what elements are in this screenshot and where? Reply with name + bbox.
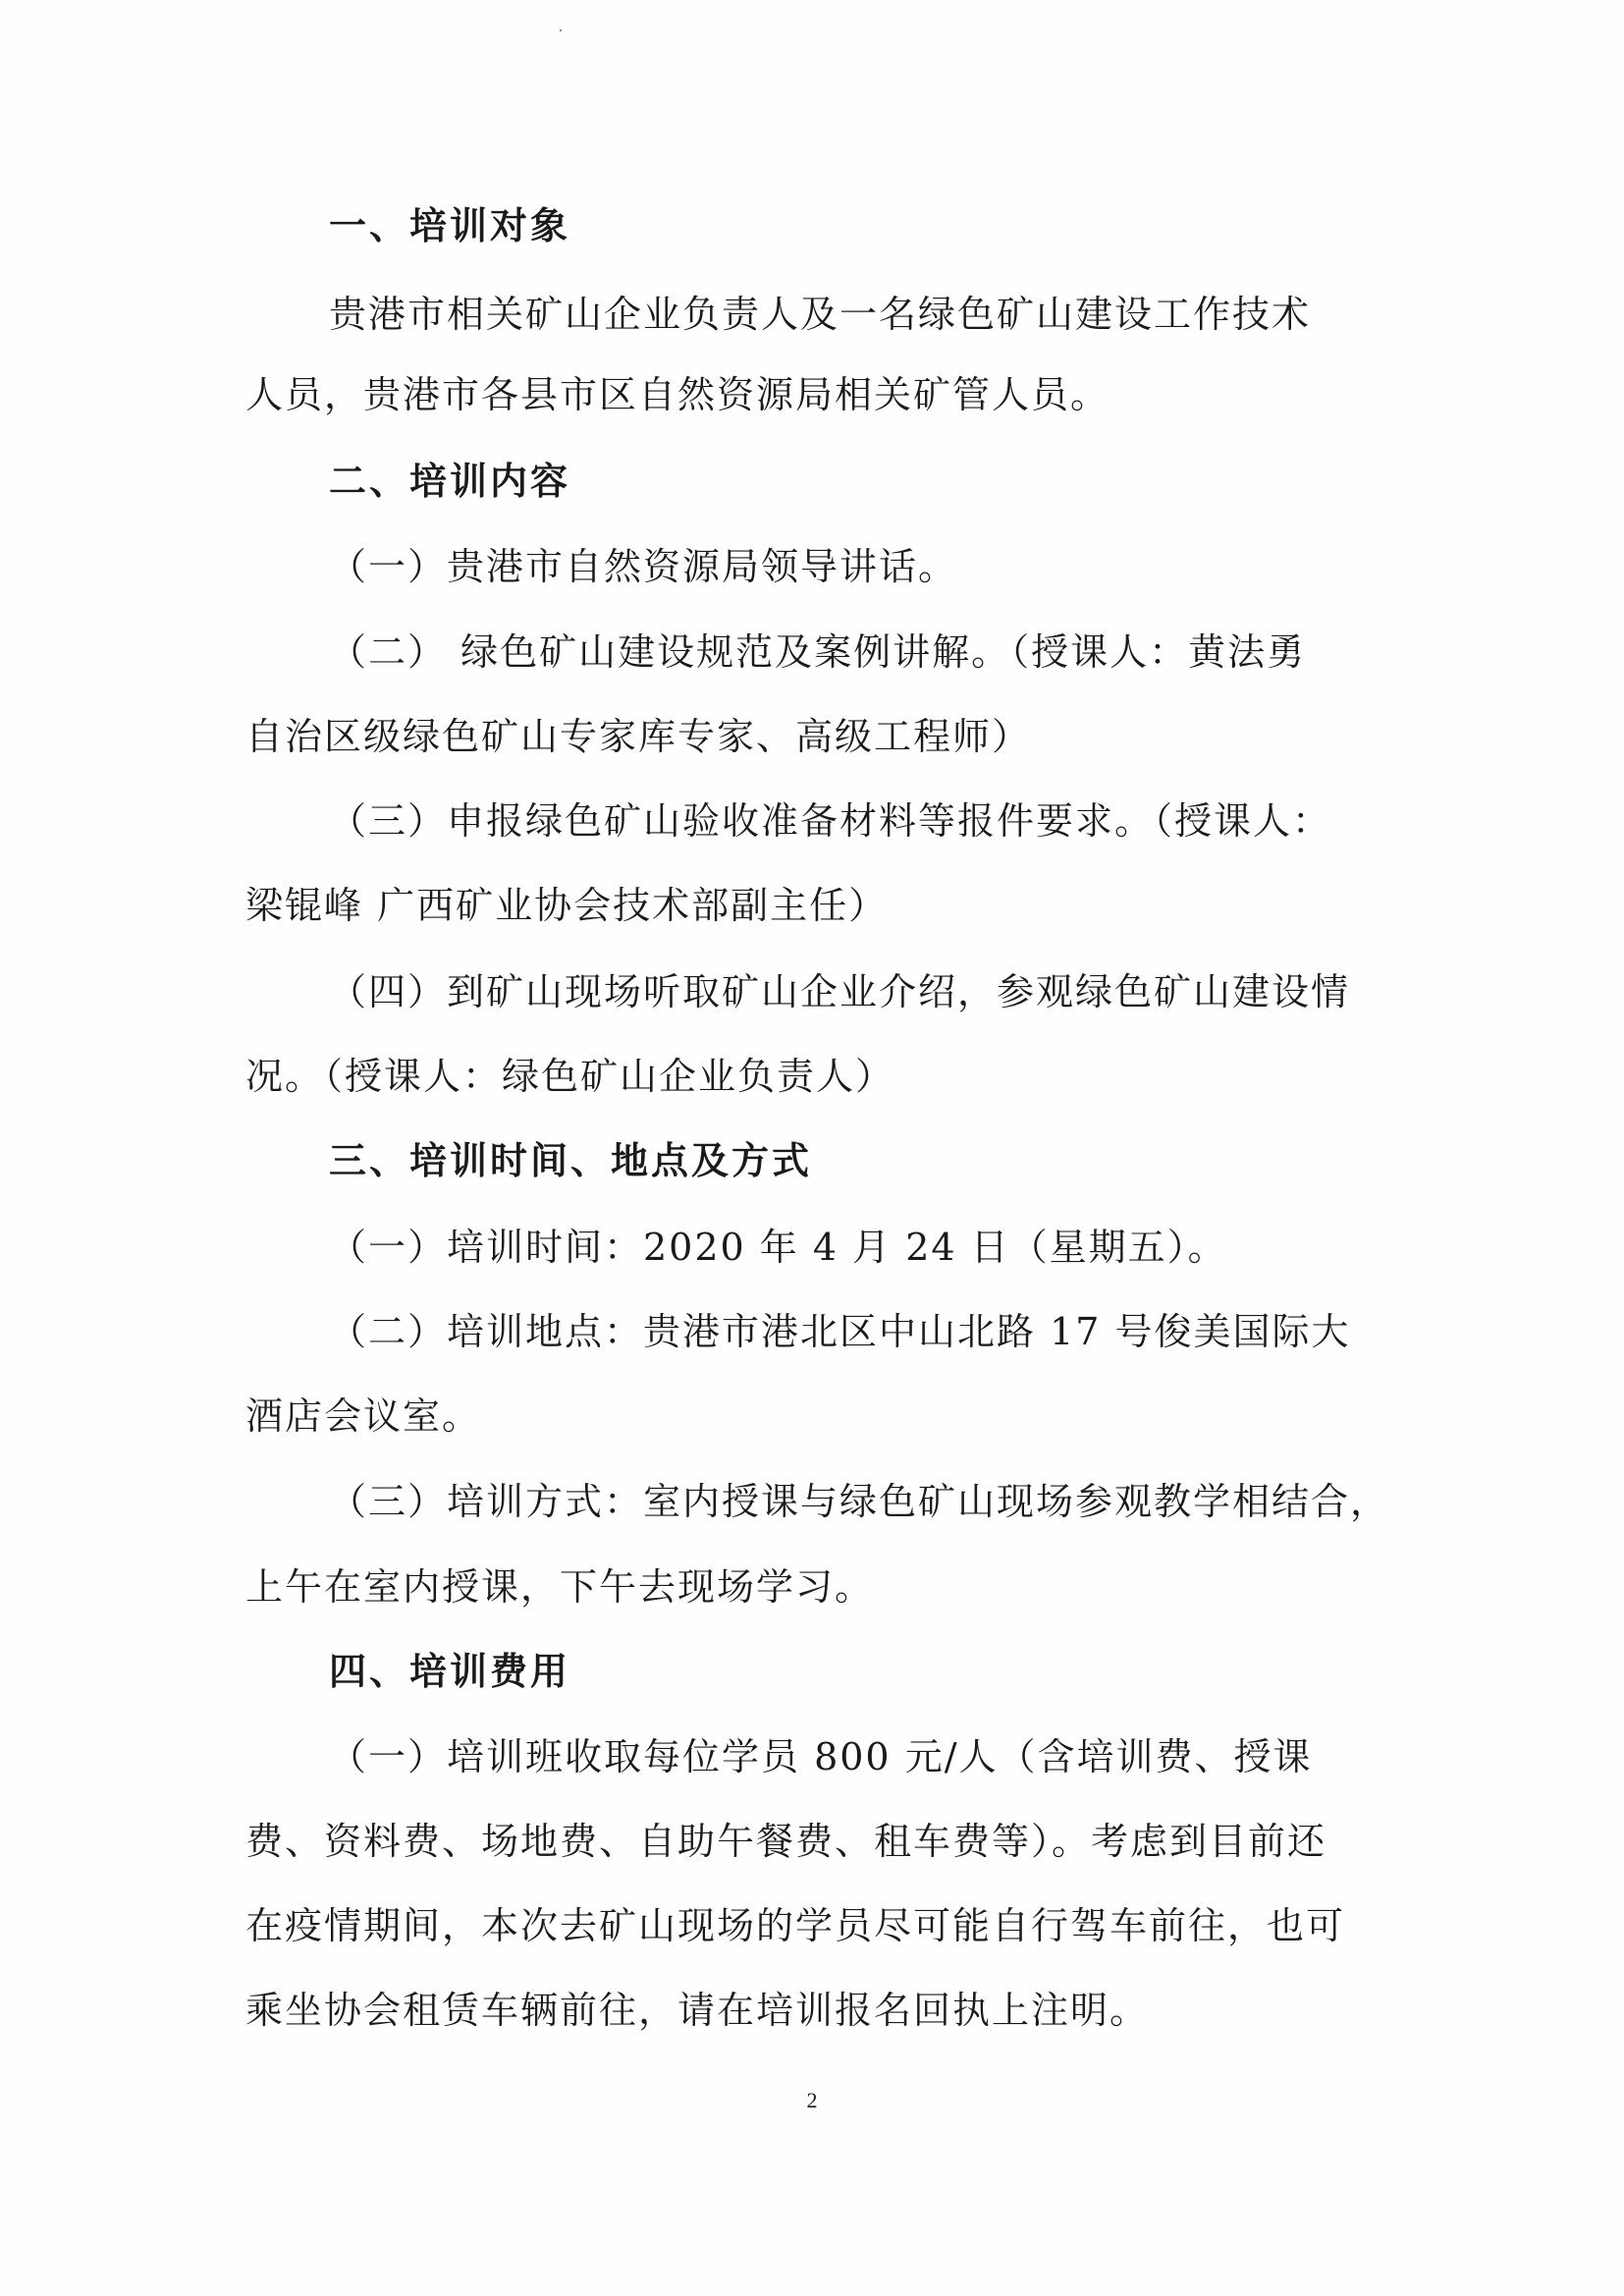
section1-paragraph-line: 人员，贵港市各县市区自然资源局相关矿管人员。	[245, 373, 1110, 416]
section2-item-continued: 自治区级绿色矿山专家库专家、高级工程师）	[245, 715, 1032, 758]
section1-paragraph-line: 贵港市相关矿山企业负责人及一名绿色矿山建设工作技术	[329, 293, 1312, 336]
section2-heading: 二、培训内容	[329, 460, 571, 503]
section4-item: （一）培训班收取每位学员 800 元/人（含培训费、授课	[329, 1735, 1313, 1778]
section3-item-continued: 酒店会议室。	[245, 1394, 482, 1438]
section2-item: （二） 绿色矿山建设规范及案例讲解。（授课人：黄法勇	[329, 630, 1307, 674]
section2-item: （四）到矿山现场听取矿山企业介绍，参观绿色矿山建设情	[329, 970, 1351, 1013]
section4-heading: 四、培训费用	[329, 1650, 571, 1693]
section2-item-continued: 梁锟峰 广西矿业协会技术部副主任）	[245, 884, 889, 927]
section2-item: （一）贵港市自然资源局领导讲话。	[329, 545, 958, 588]
scan-speck	[560, 29, 562, 31]
section4-item-continued: 费、资料费、场地费、自助午餐费、租车费等）。考虑到目前还	[245, 1820, 1327, 1863]
section3-heading: 三、培训时间、地点及方式	[329, 1139, 813, 1182]
section1-heading: 一、培训对象	[329, 204, 571, 247]
section2-item-continued: 况。（授课人：绿色矿山企业负责人）	[245, 1055, 895, 1098]
section4-item-continued: 乘坐协会租赁车辆前往，请在培训报名回执上注明。	[245, 1989, 1150, 2032]
section3-item: （三）培训方式：室内授课与绿色矿山现场参观教学相结合，	[329, 1480, 1390, 1523]
section2-item: （三）申报绿色矿山验收准备材料等报件要求。（授课人：	[329, 799, 1332, 843]
section4-item-continued: 在疫情期间，本次去矿山现场的学员尽可能自行驾车前往，也可	[245, 1904, 1346, 1947]
page-number: 2	[806, 2088, 818, 2112]
section3-item-continued: 上午在室内授课，下午去现场学习。	[245, 1565, 875, 1609]
section3-item: （一）培训时间：2020 年 4 月 24 日（星期五）。	[329, 1226, 1227, 1269]
section3-item: （二）培训地点：贵港市港北区中山北路 17 号俊美国际大	[329, 1310, 1351, 1353]
